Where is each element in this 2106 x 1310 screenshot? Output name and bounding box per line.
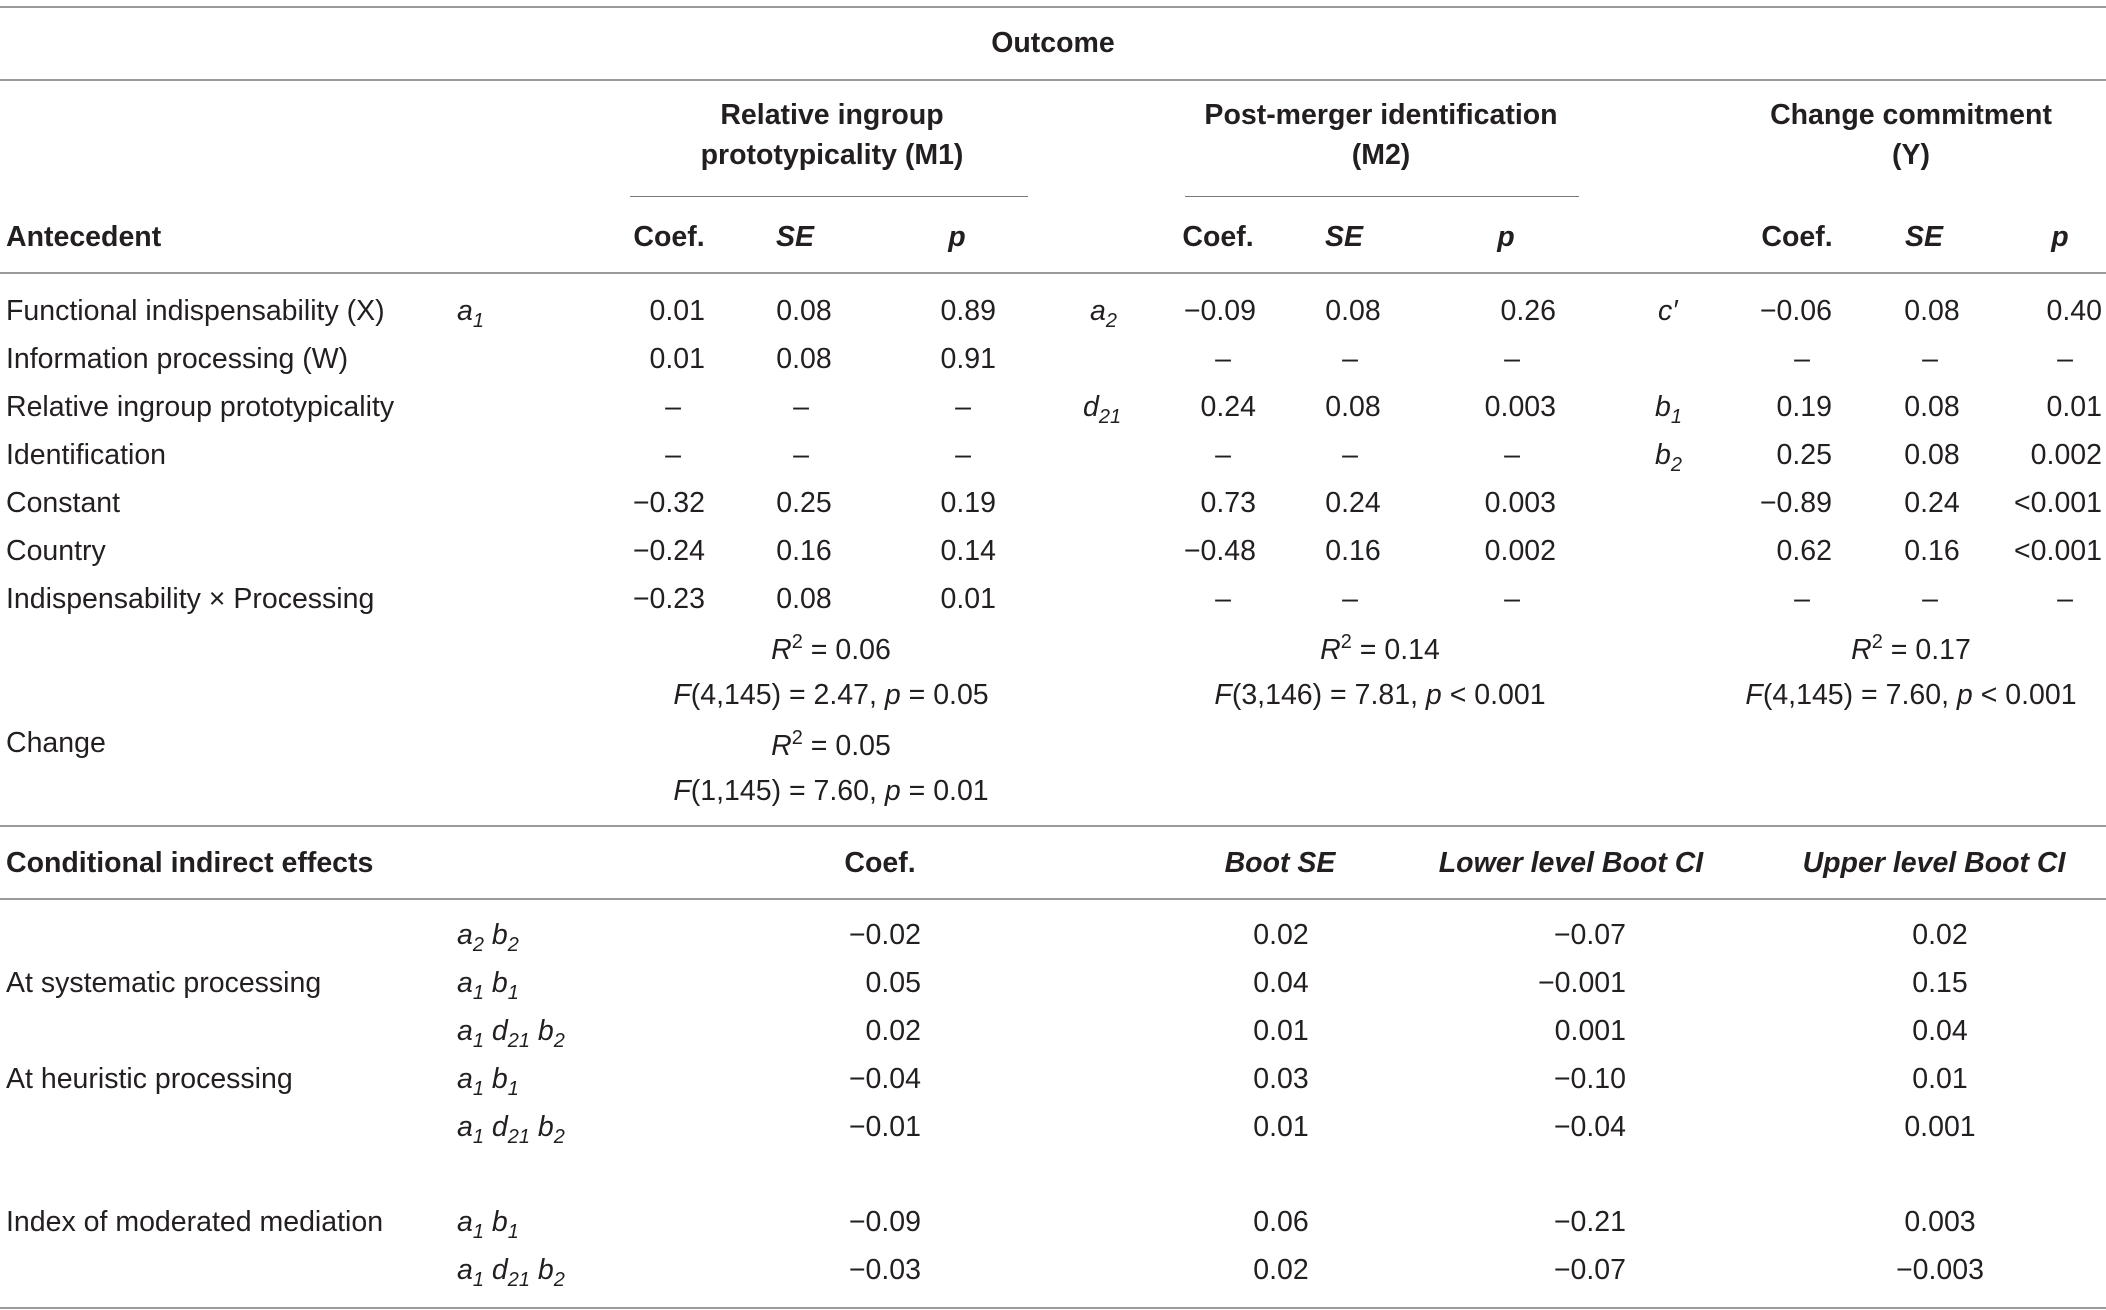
m1-p: 0.89 xyxy=(940,295,996,327)
path-product: $a_1$ $d_{21}$ $b_2$ xyxy=(457,1015,565,1052)
path-symbol: $b_1$ xyxy=(1655,391,1682,428)
cie-boot-se: 0.02 xyxy=(1253,1254,1309,1286)
cie-lower-ci: 0.001 xyxy=(1554,1015,1626,1047)
row-label: Country xyxy=(6,535,106,567)
path-product: $a_1$ $d_{21}$ $b_2$ xyxy=(457,1111,565,1148)
path-product: $a_2$ $b_2$ xyxy=(457,919,519,956)
cie-upper-ci: −0.003 xyxy=(1896,1254,1984,1286)
m1-coef: −0.32 xyxy=(632,487,705,519)
y-f-test: F(4,145) = 7.60, p < 0.001 xyxy=(1745,679,2077,711)
y-se: – xyxy=(1922,343,1938,375)
m2-p: – xyxy=(1504,583,1520,615)
m2-f-test: F(3,146) = 7.81, p < 0.001 xyxy=(1214,679,1546,711)
m2-p-header: p xyxy=(1497,221,1515,253)
group-m1-title-1: Relative ingroup xyxy=(720,99,944,131)
m2-coef-header: Coef. xyxy=(1182,221,1254,253)
group-y-title-1: Change commitment xyxy=(1770,99,2052,131)
change-label: Change xyxy=(6,727,106,759)
m2-p: – xyxy=(1504,439,1520,471)
cie-boot-se: 0.01 xyxy=(1253,1111,1309,1143)
group-m1-title-2: prototypicality (M1) xyxy=(700,139,964,171)
cie-lower-ci-header: Lower level Boot CI xyxy=(1438,847,1704,879)
row-label: Constant xyxy=(6,487,121,519)
m2-group-rule xyxy=(1185,196,1579,197)
m2-se: 0.24 xyxy=(1325,487,1381,519)
cie-upper-ci: 0.01 xyxy=(1912,1063,1968,1095)
m2-se: – xyxy=(1342,343,1358,375)
y-p: 0.002 xyxy=(2030,439,2102,471)
m1-coef: −0.24 xyxy=(632,535,705,567)
cie-row-label: Index of moderated mediation xyxy=(6,1206,384,1238)
m2-coef: −0.48 xyxy=(1183,535,1256,567)
y-coef: 0.62 xyxy=(1776,535,1832,567)
m2-coef: −0.09 xyxy=(1183,295,1256,327)
m2-coef: – xyxy=(1215,343,1231,375)
y-coef: – xyxy=(1794,583,1810,615)
row-label: Indispensability × Processing xyxy=(6,583,375,615)
cie-boot-se: 0.04 xyxy=(1253,967,1309,999)
cie-coef: −0.03 xyxy=(848,1254,921,1286)
path-product: $a_1$ $b_1$ xyxy=(457,1206,519,1243)
m2-coef: 0.73 xyxy=(1200,487,1256,519)
cie-coef: −0.09 xyxy=(848,1206,921,1238)
m1-se: 0.25 xyxy=(776,487,832,519)
cie-lower-ci: −0.07 xyxy=(1553,1254,1626,1286)
m2-p: 0.003 xyxy=(1484,487,1556,519)
outcome-label: Outcome xyxy=(991,27,1115,59)
outcome-rule xyxy=(0,79,2106,81)
cie-coef: 0.05 xyxy=(865,967,921,999)
m1-coef: – xyxy=(665,391,681,423)
m2-p: 0.002 xyxy=(1484,535,1556,567)
cie-coef: −0.01 xyxy=(848,1111,921,1143)
m2-se: 0.08 xyxy=(1325,295,1381,327)
m1-coef: −0.23 xyxy=(632,583,705,615)
cie-boot-se-header: Boot SE xyxy=(1224,847,1336,879)
y-se-header: SE xyxy=(1904,221,1944,253)
cie-coef: −0.04 xyxy=(848,1063,921,1095)
y-coef: −0.06 xyxy=(1759,295,1832,327)
cie-upper-ci: 0.02 xyxy=(1912,919,1968,951)
bottom-rule xyxy=(0,1307,2106,1309)
m2-se: 0.16 xyxy=(1325,535,1381,567)
y-coef-header: Coef. xyxy=(1761,221,1833,253)
m2-se: – xyxy=(1342,439,1358,471)
cie-boot-se: 0.02 xyxy=(1253,919,1309,951)
y-se: 0.24 xyxy=(1904,487,1960,519)
m2-coef: 0.24 xyxy=(1200,391,1256,423)
cie-row-label: At heuristic processing xyxy=(6,1063,293,1095)
change-f-test: F(1,145) = 7.60, p = 0.01 xyxy=(673,775,989,807)
header-rule xyxy=(0,272,2106,274)
cie-coef: −0.02 xyxy=(848,919,921,951)
m1-coef: – xyxy=(665,439,681,471)
m2-p: – xyxy=(1504,343,1520,375)
cie-lower-ci: −0.07 xyxy=(1553,919,1626,951)
cie-header-rule xyxy=(0,898,2106,900)
m1-se: 0.08 xyxy=(776,343,832,375)
y-se: 0.08 xyxy=(1904,295,1960,327)
y-p: 0.01 xyxy=(2046,391,2102,423)
m1-p: 0.14 xyxy=(940,535,996,567)
m1-coef: 0.01 xyxy=(649,295,705,327)
cie-lower-ci: −0.001 xyxy=(1538,967,1626,999)
y-coef: – xyxy=(1794,343,1810,375)
row-label: Relative ingroup prototypicality xyxy=(6,391,395,423)
m1-group-rule xyxy=(630,196,1028,197)
row-label: Functional indispensability (X) xyxy=(6,295,385,327)
cie-upper-ci-header: Upper level Boot CI xyxy=(1802,847,2066,879)
cie-upper-ci: 0.001 xyxy=(1904,1111,1976,1143)
cie-lower-ci: −0.21 xyxy=(1553,1206,1626,1238)
m2-p: 0.003 xyxy=(1484,391,1556,423)
cie-upper-ci: 0.04 xyxy=(1912,1015,1968,1047)
path-symbol: $a_2$ xyxy=(1090,295,1117,332)
y-coef: −0.89 xyxy=(1759,487,1832,519)
m1-se: 0.08 xyxy=(776,295,832,327)
path-product: $a_1$ $d_{21}$ $b_2$ xyxy=(457,1254,565,1291)
m1-p-header: p xyxy=(948,221,966,253)
cie-coef-header: Coef. xyxy=(844,847,916,879)
y-p: 0.40 xyxy=(2046,295,2102,327)
m1-se: 0.16 xyxy=(776,535,832,567)
cie-coef: 0.02 xyxy=(865,1015,921,1047)
path-symbol: $b_2$ xyxy=(1655,439,1682,476)
y-se: 0.08 xyxy=(1904,391,1960,423)
y-p: – xyxy=(2057,583,2073,615)
path-product: $a_1$ $b_1$ xyxy=(457,1063,519,1100)
path-symbol: $d_{21}$ xyxy=(1083,391,1122,428)
group-y-title-2: (Y) xyxy=(1892,139,1930,171)
m1-se: – xyxy=(793,439,809,471)
cie-boot-se: 0.01 xyxy=(1253,1015,1309,1047)
y-se: 0.08 xyxy=(1904,439,1960,471)
cie-upper-ci: 0.15 xyxy=(1912,967,1968,999)
m2-se: 0.08 xyxy=(1325,391,1381,423)
row-label: Identification xyxy=(6,439,167,471)
y-coef: 0.25 xyxy=(1776,439,1832,471)
cie-row-label: At systematic processing xyxy=(6,967,322,999)
m1-p: – xyxy=(955,391,971,423)
m1-p: 0.19 xyxy=(940,487,996,519)
y-r-squared: $R^2 = 0.17$ xyxy=(1851,631,1971,666)
m1-p: 0.91 xyxy=(940,343,996,375)
row-label: Information processing (W) xyxy=(6,343,349,375)
group-m2-title-1: Post-merger identification xyxy=(1204,99,1558,131)
m2-p: 0.26 xyxy=(1500,295,1556,327)
path-symbol: $a_1$ xyxy=(457,295,484,332)
y-p-header: p xyxy=(2051,221,2069,253)
y-se: – xyxy=(1922,583,1938,615)
m1-p: 0.01 xyxy=(940,583,996,615)
m1-se: – xyxy=(793,391,809,423)
group-m2-title-2: (M2) xyxy=(1351,139,1411,171)
m2-coef: – xyxy=(1215,583,1231,615)
y-coef: 0.19 xyxy=(1776,391,1832,423)
m2-se-header: SE xyxy=(1324,221,1364,253)
m2-coef: – xyxy=(1215,439,1231,471)
antecedent-label: Antecedent xyxy=(6,221,162,253)
m1-se: 0.08 xyxy=(776,583,832,615)
cie-boot-se: 0.06 xyxy=(1253,1206,1309,1238)
y-p: – xyxy=(2057,343,2073,375)
m1-coef: 0.01 xyxy=(649,343,705,375)
change-r-squared: $R^2 = 0.05$ xyxy=(771,727,891,762)
section-rule xyxy=(0,825,2106,827)
m1-p: – xyxy=(955,439,971,471)
cie-boot-se: 0.03 xyxy=(1253,1063,1309,1095)
y-p: <0.001 xyxy=(2014,487,2102,519)
m1-coef-header: Coef. xyxy=(633,221,705,253)
m1-se-header: SE xyxy=(775,221,815,253)
cie-title: Conditional indirect effects xyxy=(6,847,374,879)
y-se: 0.16 xyxy=(1904,535,1960,567)
m1-r-squared: $R^2 = 0.06$ xyxy=(771,631,891,666)
m2-r-squared: $R^2 = 0.14$ xyxy=(1320,631,1440,666)
m1-f-test: F(4,145) = 2.47, p = 0.05 xyxy=(673,679,989,711)
y-p: <0.001 xyxy=(2014,535,2102,567)
cie-upper-ci: 0.003 xyxy=(1904,1206,1976,1238)
cie-lower-ci: −0.04 xyxy=(1553,1111,1626,1143)
cie-lower-ci: −0.10 xyxy=(1553,1063,1626,1095)
path-symbol: c′ xyxy=(1658,295,1678,327)
m2-se: – xyxy=(1342,583,1358,615)
top-rule xyxy=(0,6,2106,8)
path-product: $a_1$ $b_1$ xyxy=(457,967,519,1004)
